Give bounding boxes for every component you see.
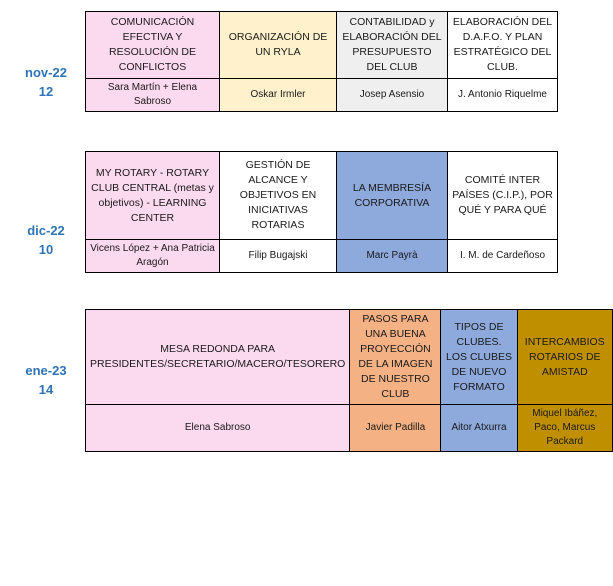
topic-cell: LA MEMBRESÍA CORPORATIVA	[337, 152, 448, 240]
topic-cell: COMITÉ INTER PAÍSES (C.I.P.), POR QUÉ Y PARA QUÉ	[448, 152, 558, 240]
topic-cell: INTERCAMBIOS ROTARIOS DE AMISTAD	[517, 310, 612, 405]
speaker-row	[86, 79, 558, 112]
topic-row	[86, 152, 558, 240]
speaker-cell: Javier Padilla	[350, 405, 441, 452]
speaker-cell: Marc Payrà	[337, 240, 448, 273]
speaker-cell: Filip Bugajski	[220, 240, 337, 273]
topic-row	[86, 12, 558, 79]
speaker-cell: Aitor Atxurra	[441, 405, 517, 452]
month-label: ene-23	[25, 363, 67, 378]
day-label: 10	[38, 242, 54, 257]
speaker-cell: Miquel Ibáñez, Paco, Marcus Packard	[517, 405, 612, 452]
topic-cell: MY ROTARY - ROTARY CLUB CENTRAL (metas y objetivos) - LEARNING CENTER	[86, 152, 220, 240]
topic-cell: MESA REDONDA PARA PRESIDENTES/SECRETARIO/MACERO/TESORERO	[86, 310, 350, 405]
topic-cell: TIPOS DE CLUBES. LOS CLUBES DE NUEVO FORMATO	[441, 310, 517, 405]
topic-cell: ORGANIZACIÓN DE UN RYLA	[220, 12, 337, 79]
topic-row	[86, 310, 613, 405]
speaker-cell: J. Antonio Riquelme	[448, 79, 558, 112]
session-table	[85, 151, 558, 273]
speaker-cell: I. M. de Cardeñoso	[448, 240, 558, 273]
day-label: 14	[38, 382, 54, 397]
speaker-cell: Oskar Irmler	[220, 79, 337, 112]
speaker-cell: Vicens López + Ana Patricia Aragón	[86, 240, 220, 273]
speaker-cell: Sara Martín + Elena Sabroso	[86, 79, 220, 112]
topic-cell: CONTABILIDAD y ELABORACIÓN DEL PRESUPUESTO DEL CLUB	[337, 12, 448, 79]
date-label	[18, 63, 74, 101]
topic-cell: GESTIÓN DE ALCANCE Y OBJETIVOS EN INICIATIVAS ROTARIAS	[220, 152, 337, 240]
month-label: nov-22	[25, 65, 67, 80]
topic-cell: ELABORACIÓN DEL D.A.F.O. Y PLAN ESTRATÉGICO DEL CLUB.	[448, 12, 558, 79]
speaker-row	[86, 405, 613, 452]
day-label: 12	[38, 84, 54, 99]
speaker-cell: Josep Asensio	[337, 79, 448, 112]
month-label: dic-22	[27, 223, 65, 238]
session-table	[85, 309, 613, 452]
speaker-cell: Elena Sabroso	[86, 405, 350, 452]
topic-cell: COMUNICACIÓN EFECTIVA Y RESOLUCIÓN DE CONFLICTOS	[86, 12, 220, 79]
date-label	[18, 221, 74, 259]
date-label	[18, 361, 74, 399]
topic-cell: PASOS PARA UNA BUENA PROYECCIÓN DE LA IMAGEN DE NUESTRO CLUB	[350, 310, 441, 405]
session-table	[85, 11, 558, 112]
speaker-row	[86, 240, 558, 273]
